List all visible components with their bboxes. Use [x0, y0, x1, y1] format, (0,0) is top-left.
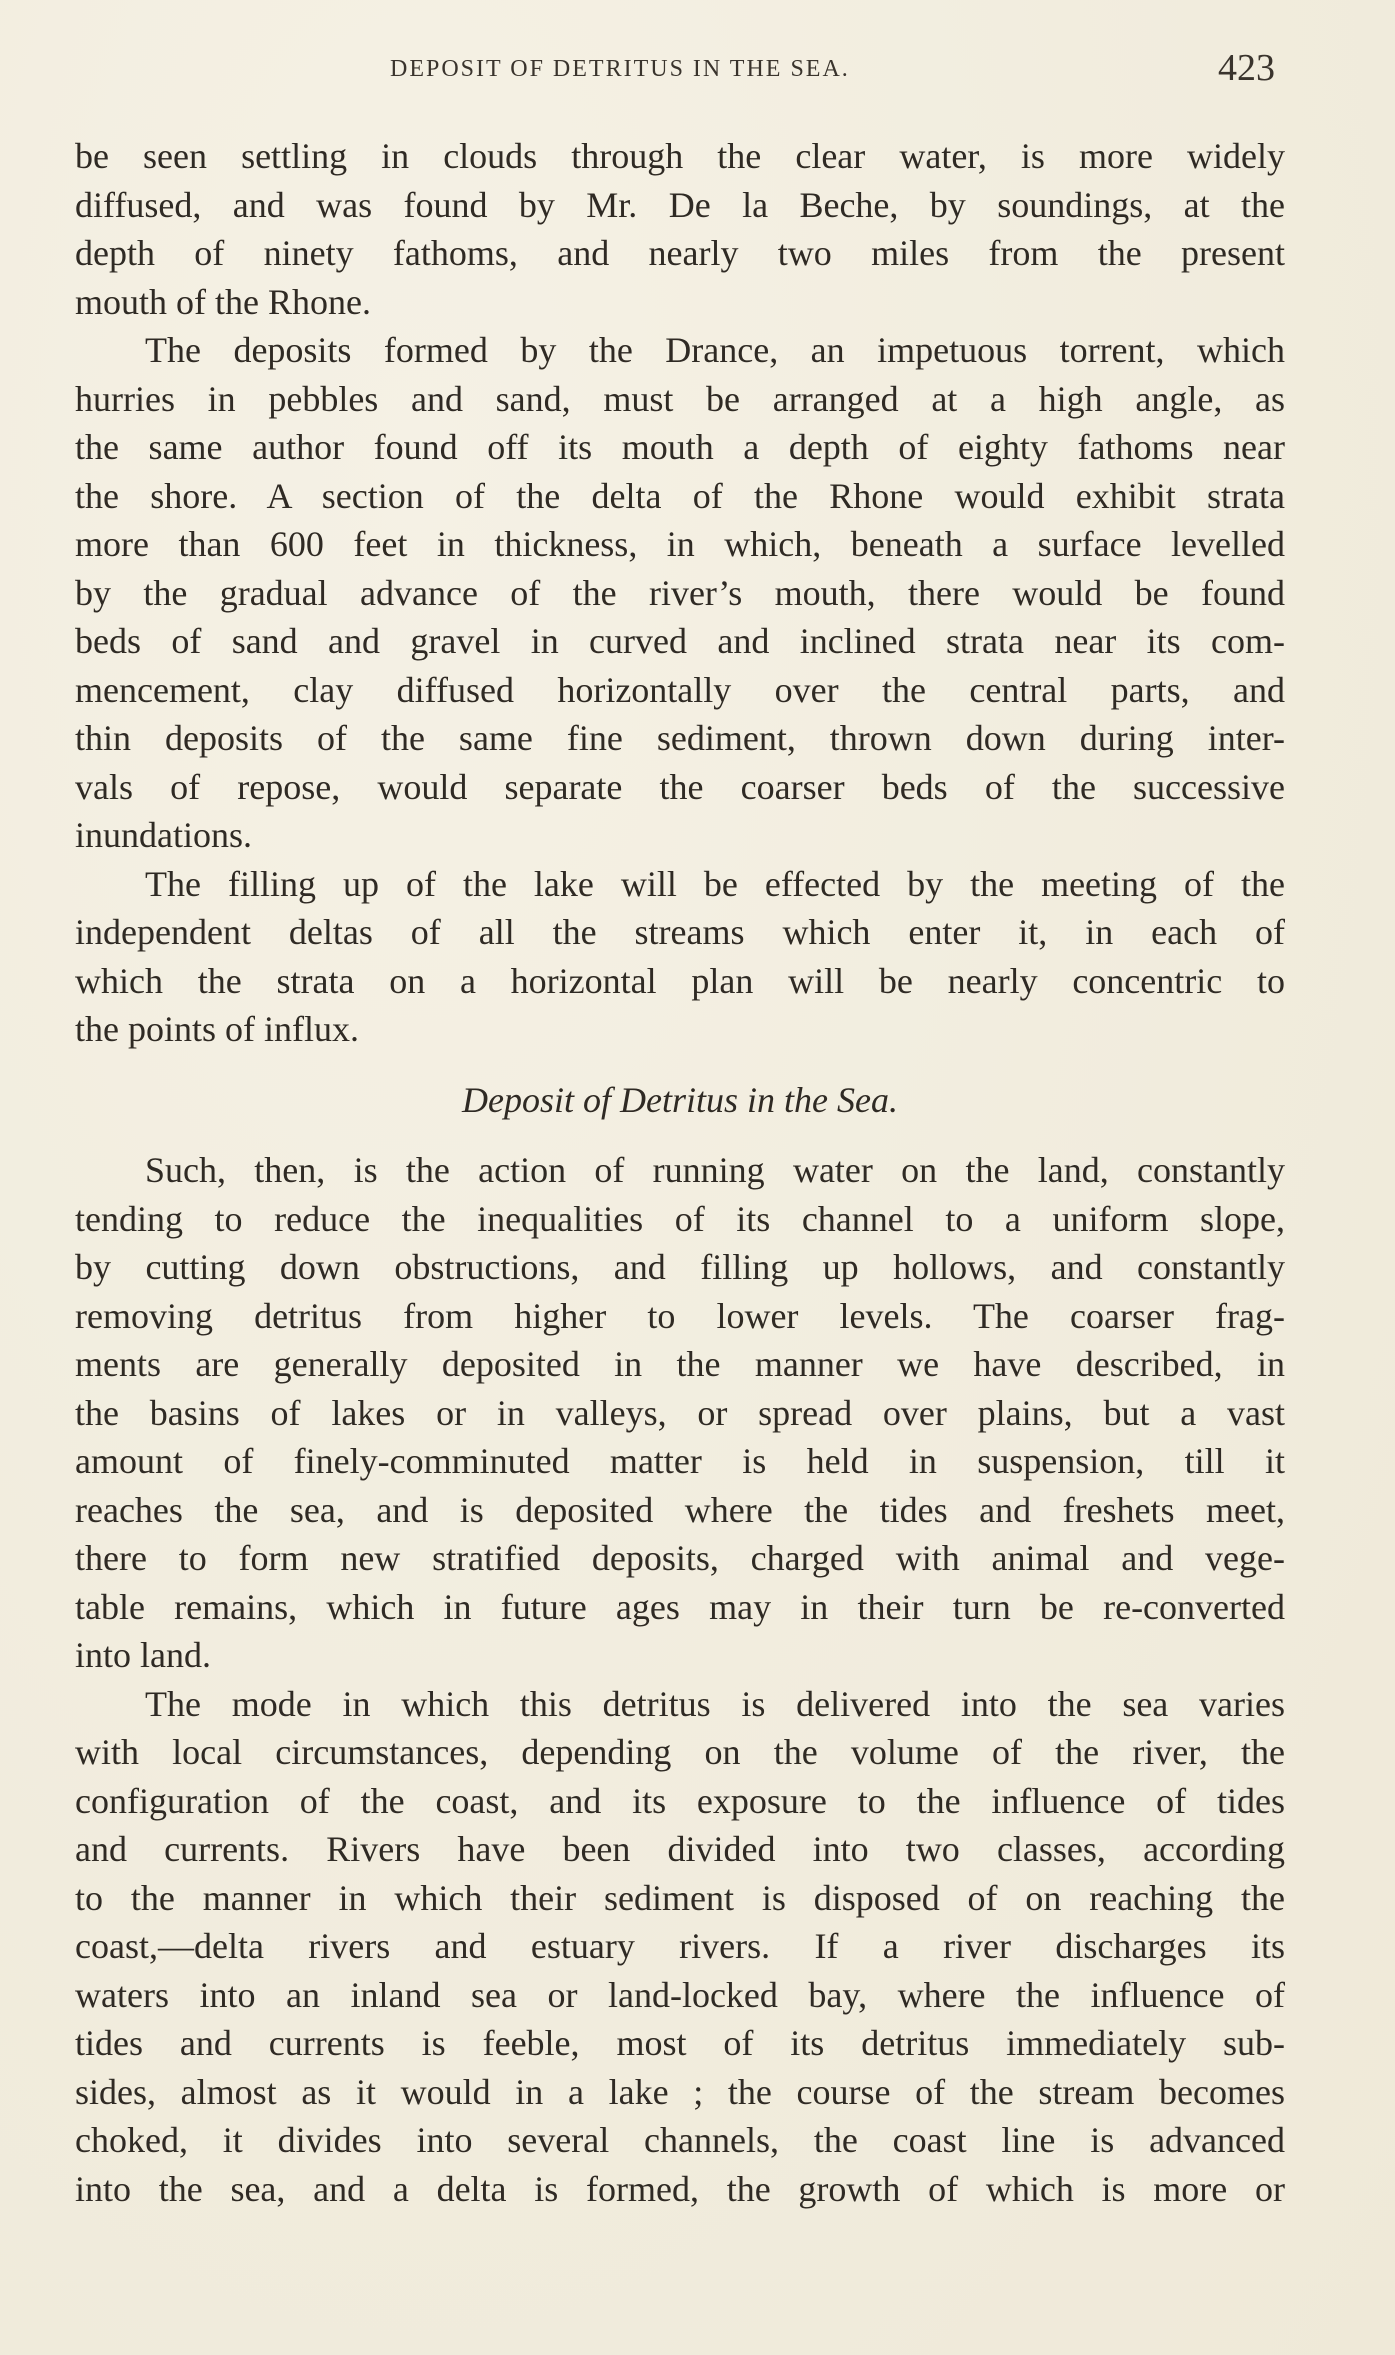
body-text [75, 132, 1285, 2213]
paragraph-continuation [75, 132, 1285, 326]
paragraph-drance [75, 326, 1285, 860]
text-line: the same author found off its mouth a depth of eighty fathoms near [75, 427, 1285, 467]
text-line: which the strata on a horizontal plan will be nearly concentric to [75, 960, 1285, 1001]
text-line: independent deltas of all the streams which enter it, in each of [75, 912, 1285, 952]
text-line: with local circumstances, depending on the volume of the river, the [75, 1732, 1285, 1772]
text-line: configuration of the coast, and its exposure to the influence of tides [75, 1780, 1285, 1821]
section-heading: Deposit of Detritus in the Sea. [462, 1079, 898, 1120]
text-line: amount of finely-comminuted matter is held in suspension, till it [75, 1441, 1285, 1481]
text-line: by cutting down obstructions, and filling up hollows, and constantly [75, 1247, 1285, 1287]
text-line: removing detritus from higher to lower levels. The coarser frag- [75, 1295, 1285, 1336]
text-line: The mode in which this detritus is delivered into the sea varies [145, 1683, 1285, 1724]
text-line: depth of ninety fathoms, and nearly two miles from the present [75, 233, 1285, 273]
text-line: and currents. Rivers have been divided into two classes, according [75, 1829, 1285, 1869]
text-line: mencement, clay diffused horizontally over the central parts, and [75, 669, 1285, 710]
paragraph-delta-rivers [75, 1680, 1285, 2214]
paragraph-running-water [75, 1146, 1285, 1680]
text-line: tending to reduce the inequalities of its channel to a uniform slope, [75, 1198, 1285, 1239]
text-line: there to form new stratified deposits, charged with animal and vege- [75, 1538, 1285, 1578]
text-line: diffused, and was found by Mr. De la Beche, by soundings, at the [75, 184, 1285, 225]
text-line: Such, then, is the action of running water on the land, constantly [145, 1150, 1285, 1190]
text-line: hurries in pebbles and sand, must be arranged at a high angle, as [75, 378, 1285, 419]
text-line: ments are generally deposited in the manner we have described, in [75, 1344, 1285, 1384]
text-line: The filling up of the lake will be effected by the meeting of the [145, 863, 1285, 904]
paragraph-lake-filling [75, 860, 1285, 1054]
text-line: mouth of the Rhone. [75, 281, 371, 322]
running-head: DEPOSIT OF DETRITUS IN THE SEA. [390, 56, 850, 82]
text-line: more than 600 feet in thickness, in which, beneath a surface levelled [75, 524, 1285, 564]
text-line: the basins of lakes or in valleys, or spread over plains, but a vast [75, 1392, 1285, 1433]
text-line: choked, it divides into several channels, the coast line is advanced [75, 2120, 1285, 2160]
text-line: coast,—delta rivers and estuary rivers. If a river discharges its [75, 1926, 1285, 1966]
text-line: table remains, which in future ages may in their turn be re-converted [75, 1586, 1285, 1627]
text-line: inundations. [75, 815, 252, 855]
text-line: vals of repose, would separate the coarser beds of the successive [75, 766, 1285, 807]
text-line: the points of influx. [75, 1009, 359, 1049]
text-line: be seen settling in clouds through the clear water, is more widely [75, 136, 1285, 176]
page-number: 423 [1218, 47, 1275, 89]
text-line: the shore. A section of the delta of the Rhone would exhibit strata [75, 475, 1285, 516]
text-line: into land. [75, 1635, 211, 1675]
text-line: by the gradual advance of the river’s mouth, there would be found [75, 572, 1285, 613]
text-line: thin deposits of the same fine sediment, thrown down during inter- [75, 718, 1285, 758]
text-line: beds of sand and gravel in curved and inclined strata near its com- [75, 621, 1285, 661]
text-line: into the sea, and a delta is formed, the growth of which is more or [75, 2168, 1285, 2209]
text-line: tides and currents is feeble, most of its detritus immediately sub- [75, 2023, 1285, 2063]
text-line: The deposits formed by the Drance, an impetuous torrent, which [145, 330, 1285, 370]
text-line: to the manner in which their sediment is disposed of on reaching the [75, 1877, 1285, 1918]
text-line: sides, almost as it would in a lake ; the course of the stream becomes [75, 2071, 1285, 2112]
text-line: waters into an inland sea or land-locked bay, where the influence of [75, 1974, 1285, 2015]
text-line: reaches the sea, and is deposited where the tides and freshets meet, [75, 1489, 1285, 1530]
